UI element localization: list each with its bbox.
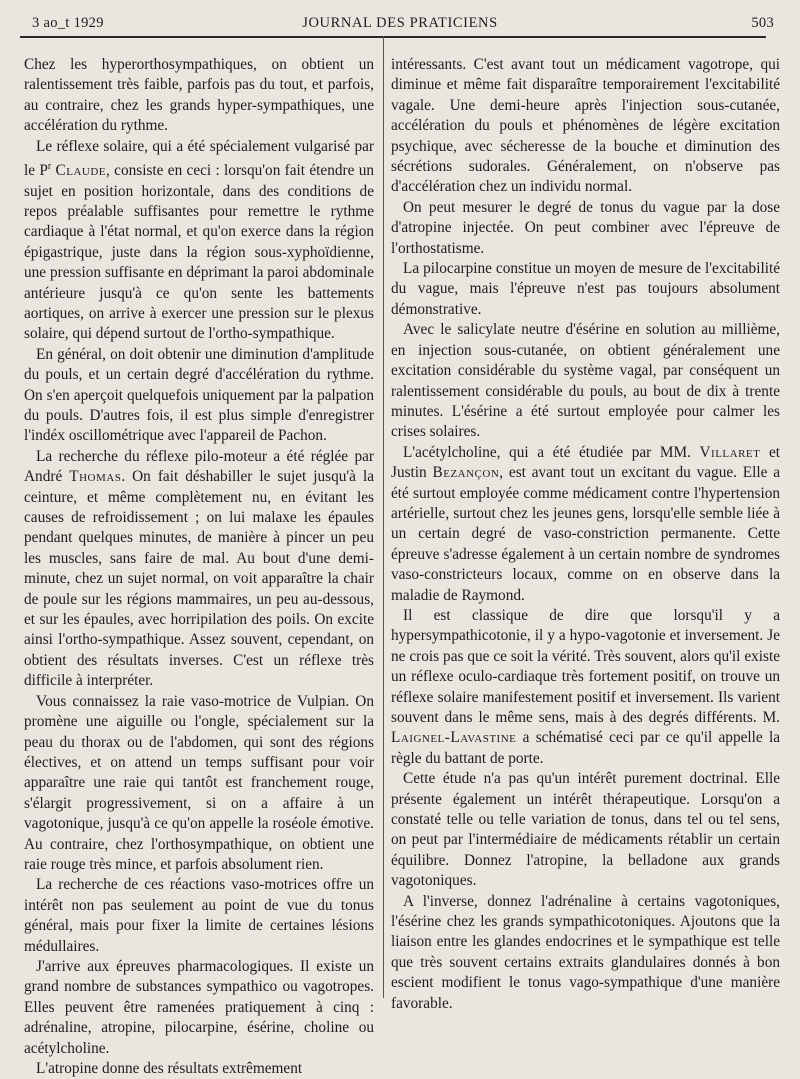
- paragraph: Cette étude n'a pas qu'un intérêt purement doctrinal. Elle présente également un intérêt thérapeutique. Lorsqu'on a constaté telle ou telle variation de tonus, dans tel ou tel sens, on peut par l'intermédiaire de médicaments rétablir un certain équilibre. Donnez l'atropine, la belladone aux grands vagotoniques.: [391, 770, 780, 890]
- author-name: Thomas: [69, 468, 122, 486]
- text-run: et Justin: [391, 443, 780, 482]
- left-column: [24, 55, 374, 1079]
- paragraph: La recherche de ces réactions vaso-motrices offre un intérêt non pas seulement au point de vue du tonus général, mais pour fixer la limite de certaines lésions médullaires.: [24, 876, 374, 955]
- header-rule: [20, 36, 766, 38]
- paragraph: [391, 606, 780, 769]
- text-run: a schématisé ceci par ce qu'il appelle la règle du battant de porte.: [391, 729, 780, 767]
- paragraph: [391, 443, 780, 606]
- paragraph: intéressants. C'est avant tout un médicament vagotrope, qui diminue et même fait disparaître temporairement l'excitabilité vagale. Une demi-heure après l'injection sous-cutanée, accélération du pouls et phénomènes de légère excitation psychique, avec sécheresse de la bouche et diminution des sécrétions sudorales. Généralement, on n'observe pas d'accélération chez un individu normal.: [391, 56, 780, 196]
- text-run: L'acétylcholine, qui a été étudiée par MM.: [403, 443, 700, 461]
- author-name: Bezançon: [432, 464, 500, 482]
- superscript: r: [47, 161, 52, 173]
- text-run: . On fait déshabiller le sujet jusqu'à la ceinture, et même complètement nu, en évitant les causes de refroidissement ; on lui malaxe les épaules pendant quelques minutes, de manière à pincer un peu les muscles, sans faire de mal. Au bout d'une demi-minute, chez un sujet normal, on voit apparaître la chair de poule sur les régions mammaires, un peu au-dessous, et sur les épaules, avec horripilation des poils. On excite ainsi l'ortho-sympathique. Assez souvent, cependant, on obtient des résultats inverses. C'est un réflexe très difficile à interpréter.: [24, 468, 374, 690]
- page-number: 503: [751, 15, 774, 31]
- paragraph: [24, 137, 374, 345]
- paragraph: Chez les hyperorthosympathiques, on obtient un ralentissement très faible, parfois pas du tout, et parfois, au contraire, chez les grands hyper-sympathiques, une accélération du rythme.: [24, 56, 374, 135]
- paragraph: J'arrive aux épreuves pharmacologiques. Il existe un grand nombre de substances sympathico ou vagotropes. Elles peuvent être ramenées pratiquement à cinq : adrénaline, atropine, pilocarpine, ésérine, choline ou acétylcholine.: [24, 957, 374, 1057]
- text-run: , est avant tout un excitant du vague. Elle a été surtout employée comme médicament contre l'hypertension artérielle, surtout chez les jeunes gens, lorsqu'elle semble liée à un certain degré de vaso-constriction permanente. Cette épreuve s'adresse également à un certain nombre de syndromes vaso-constricteurs locaux, comme on en observe dans la maladie de Raymond.: [391, 464, 780, 604]
- author-name: Villaret: [699, 443, 761, 461]
- paragraph: On peut mesurer le degré de tonus du vague par la dose d'atropine injectée. On peut combiner avec l'épreuve de l'orthostatisme.: [391, 198, 780, 257]
- text-run: , consiste en ceci : lorsqu'on fait étendre un sujet en position horizontale, dans des conditions de repos préalable suffisantes pour remettre le rythme cardiaque à l'état normal, et qu'on exerce dans la région épigastrique, juste dans la région sous-xyphoïdienne, une pression suffisante en déprimant la paroi abdominale antérieure jusqu'à ce qu'on sente les battements aortiques, on arrive à exercer une pression sur le plexus solaire, qui dépend surtout de l'ortho-sympathique.: [24, 162, 374, 343]
- text-run: Le réflexe solaire, qui a été spécialement vulgarisé par le P: [24, 137, 374, 180]
- column-divider: [383, 36, 384, 998]
- author-name: Laignel-Lavastine: [391, 729, 517, 747]
- paragraph: Vous connaissez la raie vaso-motrice de Vulpian. On promène une aiguille ou l'ongle, spécialement sur la peau du thorax ou de l'abdomen, qui sont des régions électives, et on attend un temps suffisant pour voir apparaître une raie qui tantôt est franchement rouge, s'élargit progressivement, si on a affaire à un vagotonique, jusqu'à ce qu'on appelle la roséole émotive. Au contraire, chez l'orthosympathique, on obtient une raie rouge très mince, et parfois absolument rien.: [24, 692, 374, 873]
- issue-date: 3 ao_t 1929: [32, 15, 104, 31]
- paragraph: [24, 447, 374, 692]
- paragraph: En général, on doit obtenir une diminution d'amplitude du pouls, et un certain degré d'accélération du rythme. On s'en aperçoit quelquefois uniquement par la palpation du pouls. D'autres fois, il est plus simple d'enregistrer l'indéx oscillométrique avec l'appareil de Pachon.: [24, 345, 374, 445]
- paragraph: L'atropine donne des résultats extrêmement: [36, 1060, 303, 1077]
- text-run: Il est classique de dire que lorsqu'il y a hypersympathicotonie, il y a hypo-vagotonie et inversement. Je ne crois pas que ce soit la vérité. Très souvent, alors qu'il existe un réflexe oculo-cardiaque très fortement positif, on trouve un réflexe solaire manifestement positif et inversement. Ils varient souvent dans le même sens, mais à des degrés différents. M.: [391, 606, 780, 726]
- text-run: La recherche du réflexe pilo-moteur a été réglée par André: [24, 447, 374, 486]
- author-name: Claude: [55, 162, 107, 180]
- paragraph: A l'inverse, donnez l'adrénaline à certains vagotoniques, l'ésérine chez les grands sympathicotoniques. Ajoutons que la liaison entre les glandes endocrines et le sympathique est telle que très souvent certains extraits glandulaires donnés à bon escient modifient le tonus vago-sympathique d'une manière favorable.: [391, 892, 780, 1012]
- running-header: [24, 13, 776, 33]
- right-column: [391, 55, 780, 1014]
- paragraph: La pilocarpine constitue un moyen de mesure de l'excitabilité du vague, mais l'épreuve n'est pas toujours absolument démonstrative.: [391, 260, 780, 318]
- paragraph: Avec le salicylate neutre d'ésérine en solution au millième, en injection sous-cutanée, on obtient généralement une excitation considérable du système vagal, par conséquent un ralentissement considérable du pouls, au bout de dix à trente minutes. L'ésérine a été surtout employée pour calmer les crises solaires.: [391, 321, 780, 441]
- journal-title: JOURNAL DES PRATICIENS: [302, 15, 498, 31]
